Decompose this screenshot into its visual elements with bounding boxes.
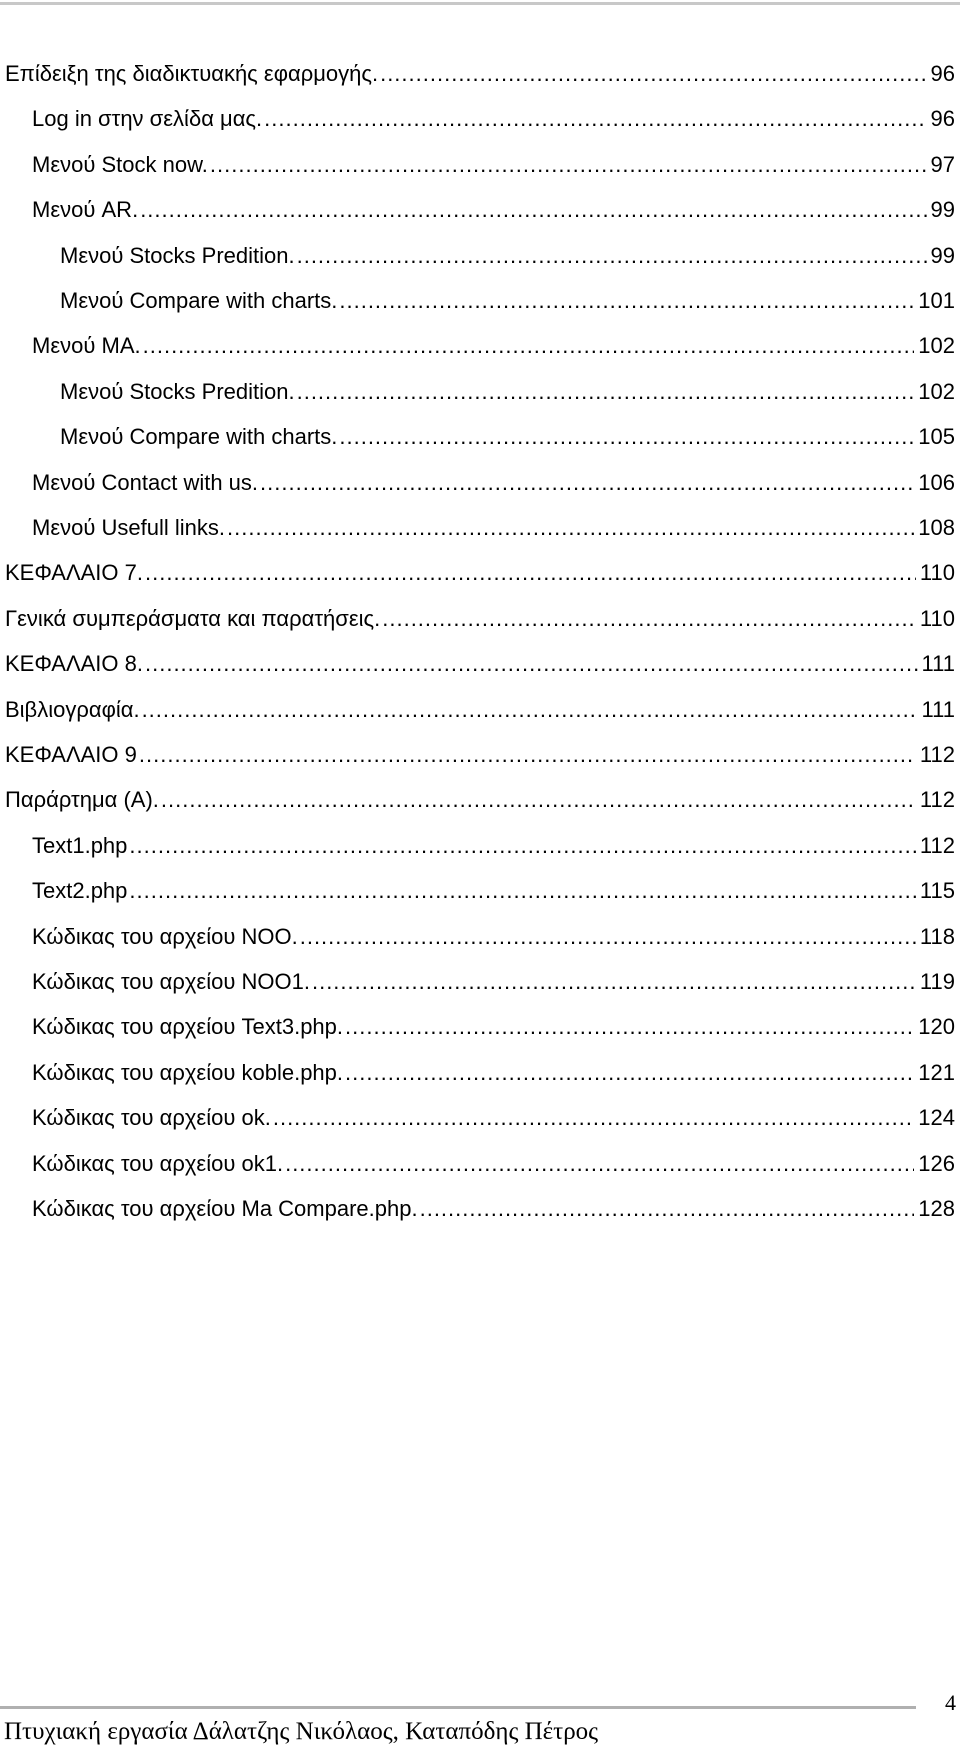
toc-entry[interactable] — [60, 241, 955, 271]
toc-dot-leader — [339, 422, 914, 452]
toc-entry-page: 118 — [919, 924, 955, 949]
toc-entry-page: 101 — [918, 288, 955, 313]
toc-entry-title: Γενικά συμπεράσματα και παρατήσεις. — [5, 606, 381, 631]
toc-dot-leader — [297, 241, 927, 271]
toc-entry[interactable] — [32, 150, 955, 180]
toc-entry[interactable] — [5, 649, 955, 679]
toc-entry-page: 111 — [921, 651, 955, 676]
toc-entry-page: 121 — [918, 1060, 955, 1085]
toc-entry-title: Μενού AR. — [32, 197, 139, 222]
toc-dot-leader — [227, 513, 914, 543]
toc-dot-leader — [129, 876, 916, 906]
toc-entry[interactable] — [5, 59, 955, 89]
toc-dot-leader — [139, 740, 916, 770]
toc-entry-page: 96 — [930, 106, 955, 131]
toc-entry-page: 99 — [930, 243, 955, 268]
toc-dot-leader — [142, 695, 918, 725]
toc-dot-leader — [264, 104, 926, 134]
toc-entry[interactable] — [5, 740, 955, 770]
toc-entry-title: Βιβλιογραφία. — [5, 697, 140, 722]
toc-entry[interactable] — [60, 286, 955, 316]
toc-entry[interactable] — [32, 1194, 955, 1224]
toc-entry-page: 106 — [918, 470, 955, 495]
toc-entry-title: Κώδικας του αρχείου Text3.php. — [32, 1014, 344, 1039]
toc-entry[interactable] — [32, 831, 955, 861]
toc-entry-page: 102 — [918, 379, 955, 404]
toc-entry-page: 97 — [930, 152, 955, 177]
toc-entry-title: Μενού Stocks Predition. — [60, 243, 295, 268]
toc-entry-title: Κώδικας του αρχείου koble.php. — [32, 1060, 344, 1085]
toc-dot-leader — [345, 1058, 914, 1088]
toc-entry-title: ΚΕΦΑΛΑΙΟ 8. — [5, 651, 143, 676]
toc-entry-page: 128 — [918, 1196, 955, 1221]
toc-entry[interactable] — [5, 695, 955, 725]
toc-entry-title: Κώδικας του αρχείου NOO. — [32, 924, 298, 949]
toc-entry-title: Text1.php — [32, 833, 128, 858]
toc-entry-page: 115 — [919, 878, 955, 903]
toc-entry-title: Κώδικας του αρχείου ok. — [32, 1105, 271, 1130]
toc-entry-title: Μενού Compare with charts. — [60, 424, 338, 449]
toc-dot-leader — [339, 286, 914, 316]
toc-entry-page: 105 — [918, 424, 955, 449]
toc-entry-title: Log in στην σελίδα μας. — [32, 106, 263, 131]
toc-entry[interactable] — [32, 195, 955, 225]
toc-dot-leader — [145, 558, 916, 588]
toc-dot-leader — [145, 649, 918, 679]
toc-entry-title: Μενού MA. — [32, 333, 141, 358]
toc-dot-leader — [210, 150, 927, 180]
toc-entry-page: 102 — [918, 333, 955, 358]
toc-entry-page: 126 — [918, 1151, 955, 1176]
toc-dot-leader — [297, 377, 915, 407]
toc-entry-title: Κώδικας του αρχείου NOO1. — [32, 969, 310, 994]
toc-entry-title: Κώδικας του αρχείου ok1. — [32, 1151, 284, 1176]
toc-entry-title: Κώδικας του αρχείου Ma Compare.php. — [32, 1196, 418, 1221]
toc-entry[interactable] — [32, 1149, 955, 1179]
toc-dot-leader — [161, 785, 916, 815]
footer-rule — [0, 1706, 916, 1709]
toc-entry[interactable] — [32, 468, 955, 498]
toc-entry[interactable] — [32, 1012, 955, 1042]
toc-entry[interactable] — [32, 1058, 955, 1088]
toc-entry-page: 120 — [918, 1014, 955, 1039]
toc-entry-title: Παράρτημα (Α). — [5, 787, 159, 812]
toc-entry[interactable] — [32, 967, 955, 997]
toc-entry-page: 112 — [919, 833, 955, 858]
toc-entry[interactable] — [5, 785, 955, 815]
footer-text: Πτυχιακή εργασία Δάλατζης Νικόλαος, Καταπόδης Πέτρος — [4, 1718, 599, 1745]
toc-entry[interactable] — [32, 876, 955, 906]
toc-entry[interactable] — [32, 922, 955, 952]
toc-entry[interactable] — [60, 422, 955, 452]
toc-entry-title: ΚΕΦΑΛΑΙΟ 9 — [5, 742, 137, 767]
toc-dot-leader — [300, 922, 916, 952]
toc-entry-title: Μενού Usefull links. — [32, 515, 225, 540]
toc-dot-leader — [382, 604, 916, 634]
toc-entry-title: ΚΕΦΑΛΑΙΟ 7. — [5, 560, 143, 585]
toc-dot-leader — [380, 59, 926, 89]
toc-entry-page: 96 — [930, 61, 955, 86]
toc-entry-title: Text2.php — [32, 878, 128, 903]
toc-entry[interactable] — [32, 331, 955, 361]
toc-entry-page: 99 — [930, 197, 955, 222]
toc-dot-leader — [143, 331, 915, 361]
toc-entry-title: Μενού Contact with us. — [32, 470, 259, 495]
toc-dot-leader — [273, 1103, 914, 1133]
toc-entry-page: 110 — [919, 560, 955, 585]
toc-entry-page: 110 — [919, 606, 955, 631]
toc-dot-leader — [129, 831, 916, 861]
toc-entry-title: Μενού Stock now. — [32, 152, 208, 177]
toc-dot-leader — [345, 1012, 914, 1042]
toc-dot-leader — [312, 967, 916, 997]
toc-entry[interactable] — [5, 604, 955, 634]
toc-entry-page: 119 — [919, 969, 955, 994]
toc-dot-leader — [140, 195, 926, 225]
toc-dot-leader — [260, 468, 914, 498]
toc-dot-leader — [420, 1194, 915, 1224]
toc-entry-page: 112 — [919, 742, 955, 767]
toc-entry[interactable] — [32, 513, 955, 543]
toc-entry[interactable] — [32, 104, 955, 134]
toc-entry-page: 124 — [918, 1105, 955, 1130]
toc-entry-page: 112 — [919, 787, 955, 812]
toc-entry-title: Μενού Compare with charts. — [60, 288, 338, 313]
toc-entry[interactable] — [60, 377, 955, 407]
top-rule — [0, 2, 960, 5]
toc-dot-leader — [285, 1149, 914, 1179]
toc-entry-title: Μενού Stocks Predition. — [60, 379, 295, 404]
toc-entry-page: 111 — [921, 697, 955, 722]
toc-entry-title: Επίδειξη της διαδικτυακής εφαρμογής. — [5, 61, 379, 86]
toc-entry[interactable] — [32, 1103, 955, 1133]
toc-entry-page: 108 — [918, 515, 955, 540]
page-number: 4 — [945, 1690, 956, 1715]
toc-entry[interactable] — [5, 558, 955, 588]
